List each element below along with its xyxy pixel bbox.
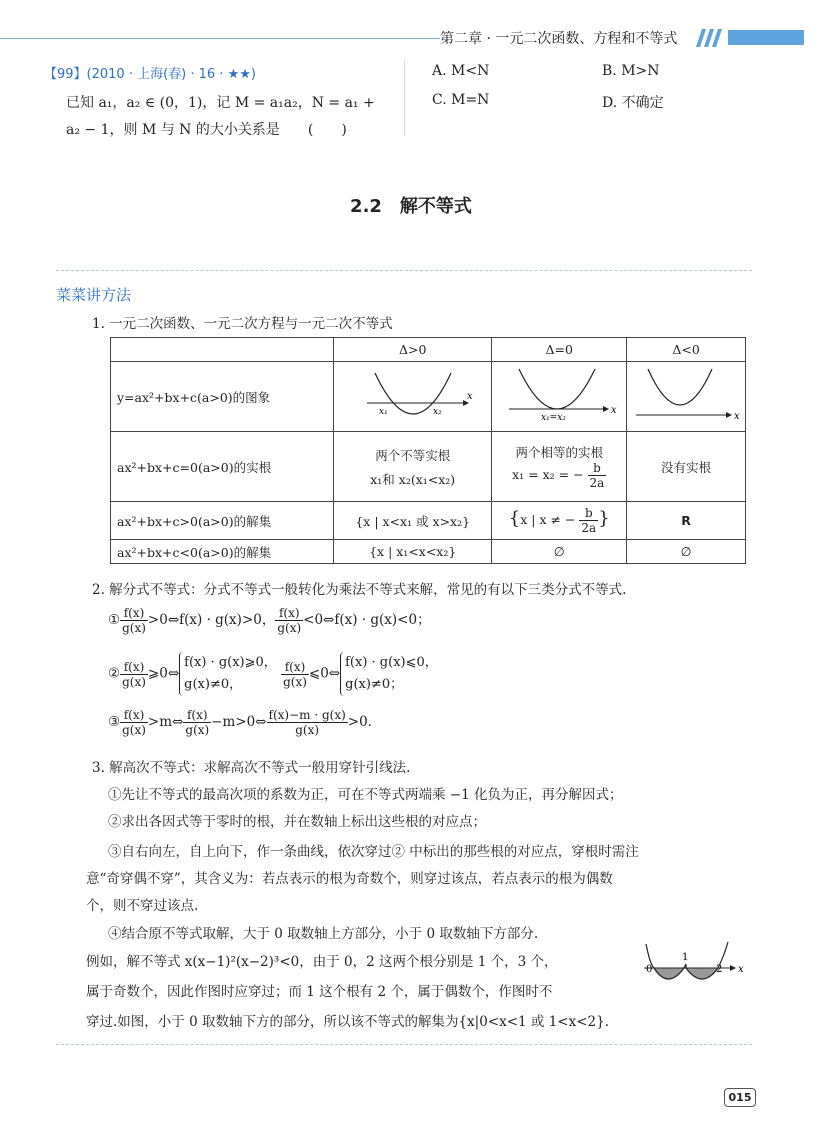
fraction-rule-3: ③ $\frac{f(x)}{g(x)}$ >m⇔ $\frac{f(x)}{g(x)}$ −m>0⇔ $\frac{f(x)-m \cdot g(x)}{g(x)}$ >0.: [108, 708, 372, 737]
header-accent-bar: [728, 30, 804, 45]
fraction-f-g: $\frac{f(x)}{g(x)}$: [122, 606, 146, 635]
chapter-title: 第二章 · 一元二次函数、方程和不等式: [440, 31, 678, 47]
roots-equal-line1: 两个相等的实根: [515, 445, 603, 460]
roots-none: 没有实根: [627, 432, 746, 502]
axis-x-label: x: [734, 411, 740, 422]
roots-two-line2: x₁和 x₂(x₁<x₂): [370, 471, 456, 487]
gt-solution-none: R: [627, 502, 746, 540]
fraction-f-g: $\frac{f(x)}{g(x)}$: [185, 708, 210, 737]
system-brace: f(x) · g(x)⩽0， g(x)≠0；: [340, 652, 438, 696]
system-brace: f(x) · g(x)⩾0， g(x)≠0，: [179, 652, 277, 696]
inequality-table: [110, 337, 746, 564]
axis-x-label: x: [466, 391, 473, 402]
col-header-zero: Δ=0: [492, 338, 627, 362]
fraction-f-g: $\frac{f(x)}{g(x)}$: [122, 659, 146, 689]
header-stripes-icon: [696, 29, 726, 47]
row-gt-label: ax²+bx+c>0(a>0)的解集: [111, 502, 334, 540]
step-2: ②求出各因式等于零时的根，并在数轴上标出这些根的对应点；: [108, 814, 486, 830]
root-x2-label: x₂: [432, 407, 442, 417]
gt-solution-expr: x | x ≠ −: [520, 512, 576, 527]
row-lt-label: ax²+bx+c<0(a>0)的解集: [111, 540, 334, 564]
step-3-line1: ③自右向左，自上向下，作一条曲线，依次穿过② 中标出的那些根的对应点，穿根时需注: [108, 844, 639, 860]
step-4-line3: 属于奇数个，因此作图时应穿过；而 1 这个根有 2 个，属于偶数个，作图时不: [86, 984, 553, 1000]
root-x1-label: x₁: [378, 407, 388, 417]
item-3: 3. 解高次不等式：求解高次不等式一般用穿针引线法.: [92, 760, 411, 776]
roots-two-line1: 两个不等实根: [375, 447, 451, 463]
axis-x-label: x: [738, 964, 744, 975]
option-b: B. M>N: [602, 63, 660, 79]
step-1: ①先让不等式的最高次项的系数为正，可在不等式两端乘 −1 化负为正，再分解因式；: [108, 787, 623, 803]
fraction-rule-2: ② $\frac{f(x)}{g(x)}$ ⩾0⇔ f(x) · g(x)⩾0， g(x)≠0， $\frac{f(x)}{g(x)}$ ⩽0⇔ f(x) · g(x)⩽0， g(x)≠0；: [108, 652, 438, 696]
step-4-line2: 例如，解不等式 x(x−1)²(x−2)³<0，由于 0，2 这两个根分别是 1 个，3 个，: [86, 954, 558, 970]
double-root-label: x₁=x₂: [541, 413, 567, 423]
lt-solution-two: {x | x₁<x<x₂}: [334, 540, 492, 564]
axis-x-label: x: [611, 405, 617, 416]
divider-bottom: [56, 1044, 752, 1045]
fraction-rule-1: ① $\frac{f(x)}{g(x)}$ >0⇔f(x) · g(x)>0， $\frac{f(x)}{g(x)}$ <0⇔f(x) · g(x)<0；: [108, 606, 431, 635]
gt-solution-equal: {x | x ≠ − $\frac{b}{2a}$ }: [492, 502, 627, 540]
method-heading: 菜菜讲方法: [56, 286, 132, 304]
root-2-label: 2: [716, 964, 723, 975]
item-1: 1. 一元二次函数、一元二次方程与一元二次不等式: [92, 316, 393, 332]
step-3-line3: 个，则不穿过该点.: [86, 898, 199, 914]
fraction-b-2a: $\frac{b}{2a}$: [581, 506, 597, 535]
row-roots-label: ax²+bx+c=0(a>0)的实根: [111, 432, 334, 502]
table-corner: [111, 338, 334, 362]
problem-tag: 【99】(2010 · 上海(春) · 16 · ★★): [44, 67, 256, 82]
lt-solution-equal: ∅: [492, 540, 627, 564]
root-0-label: 0: [646, 964, 653, 975]
lt-solution-none: ∅: [627, 540, 746, 564]
fraction-f-g: $\frac{f(x)}{g(x)}$: [277, 606, 302, 635]
step-3-line2: 意“奇穿偶不穿”，其含义为：若点表示的根为奇数个，则穿过该点，若点表示的根为偶数: [86, 871, 613, 887]
graph-no-root: [627, 362, 746, 432]
graph-one-root: [492, 362, 627, 432]
option-d: D. 不确定: [602, 95, 664, 111]
roots-equal-expr: x₁ = x₂ = −: [512, 467, 584, 482]
problem-line-1: 已知 a₁，a₂ ∈ (0，1)，记 M = a₁a₂，N = a₁ +: [66, 95, 375, 111]
fraction-f-g: $\frac{f(x)}{g(x)}$: [283, 659, 307, 689]
fraction-f-g: $\frac{f(x)}{g(x)}$: [122, 708, 146, 737]
row-graph-label: y=ax²+bx+c(a>0)的图象: [111, 362, 334, 432]
section-title: 2.2 解不等式: [350, 196, 472, 217]
roots-two: [334, 432, 492, 502]
gt-solution-two: {x | x<x₁ 或 x>x₂}: [334, 502, 492, 540]
divider-top: [56, 270, 752, 271]
parabola-no-root-icon: [630, 365, 742, 425]
problem-line-2: a₂ − 1，则 M 与 N 的大小关系是 ( ): [66, 122, 347, 138]
col-header-neg: Δ<0: [627, 338, 746, 362]
graph-two-roots: [334, 362, 492, 432]
roots-equal-line2: [492, 461, 626, 490]
fraction-b-2a: $\frac{b}{2a}$: [589, 461, 605, 490]
parabola-one-root-icon: [499, 365, 619, 425]
header-rule: [0, 38, 440, 39]
fraction-fmg-g: $\frac{f(x)-m \cdot g(x)}{g(x)}$: [268, 708, 346, 737]
sign-curve-graph: [640, 936, 746, 984]
item-2: 2. 解分式不等式：分式不等式一般转化为乘法不等式来解，常见的有以下三类分式不等式.: [92, 582, 627, 598]
roots-equal: [492, 432, 627, 502]
column-divider: [404, 60, 405, 136]
option-c: C. M=N: [432, 92, 490, 108]
col-header-pos: Δ>0: [334, 338, 492, 362]
step-4-line1: ④结合原不等式取解，大于 0 取数轴上方部分，小于 0 取数轴下方部分.: [108, 926, 539, 942]
root-1-label: 1: [682, 952, 689, 963]
option-a: A. M<N: [432, 63, 490, 79]
parabola-two-roots-icon: [353, 367, 473, 423]
page-number: 015: [724, 1088, 756, 1107]
step-4-line4: 穿过.如图，小于 0 取数轴下方的部分，所以该不等式的解集为{x|0<x<1 或 1<x<2}.: [86, 1014, 610, 1030]
